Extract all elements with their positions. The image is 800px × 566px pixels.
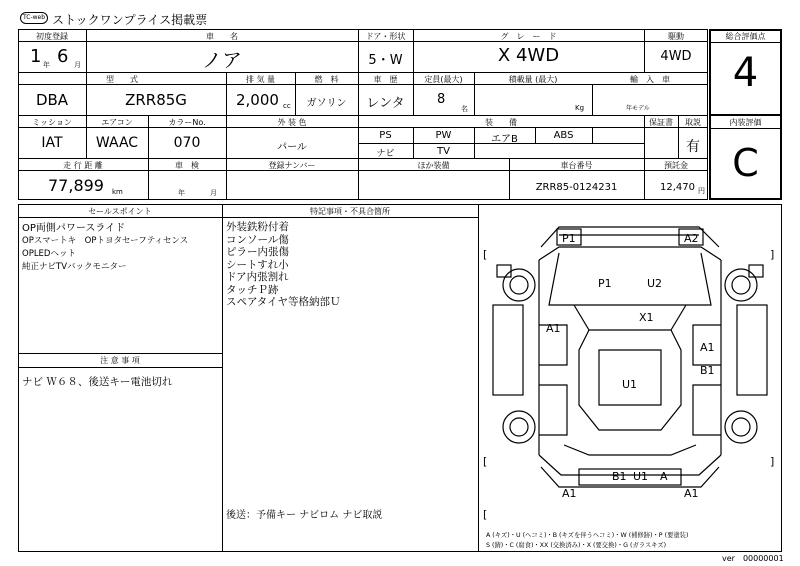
damage-mark: A: [660, 470, 668, 483]
exterior-color: パール: [277, 142, 307, 153]
damage-mark: A1: [684, 487, 699, 500]
damage-mark: P1: [562, 232, 576, 245]
warranty-label: 保証書: [649, 118, 673, 127]
sales-point-item: 純正ナビTVバックモニター: [22, 262, 127, 272]
color-no-label: カラーNo.: [168, 118, 206, 127]
sales-point-item: OPLEDヘット: [22, 249, 76, 259]
sales-point-item: OP両側パワースライド: [22, 223, 126, 234]
damage-mark: U1: [633, 470, 649, 483]
equip-ps: PS: [379, 130, 392, 141]
remark-item: コンソール傷: [226, 233, 289, 246]
type-prefix: DBA: [35, 91, 69, 109]
first-reg-year: 1: [30, 46, 42, 67]
equip-pw: PW: [435, 130, 452, 141]
exterior-color-label: 外 装 色: [277, 118, 307, 127]
diagram-legend-line1: A (キズ)・U (ヘコミ)・B (キズを伴うヘコミ)・W (補修跡)・P (要塗装): [486, 532, 689, 539]
equip-abs: ABS: [553, 130, 574, 141]
remarks-list: [226, 221, 341, 309]
first-reg-month: 6: [57, 46, 69, 67]
displacement-label: 排 気 量: [245, 75, 276, 84]
first-reg-month-unit: 月: [74, 61, 81, 69]
other-equipment-label: ほか装備: [417, 161, 450, 170]
sales-points-header: セールスポイント: [88, 207, 152, 216]
damage-mark: A2: [684, 232, 699, 245]
overall-rating-label: 総合評価点: [725, 32, 766, 41]
manual-label: 取説: [685, 118, 701, 127]
capacity-label: 定員(最大): [424, 75, 463, 84]
damage-mark: A1: [562, 487, 577, 500]
inspection-year-unit: 年: [178, 189, 185, 197]
fuel-label: 燃 料: [314, 75, 339, 84]
bracket-close: ]: [770, 455, 775, 468]
remarks-bottom: 後送：予備キー ナビロム ナビ取説: [226, 510, 383, 521]
first-reg-label: 初度登録: [36, 32, 68, 41]
inspection-month-unit: 月: [210, 189, 217, 197]
interior-rating-label: 内装評価: [729, 118, 762, 127]
bracket-close: ]: [770, 248, 775, 261]
door-shape-label: ドア・形状: [365, 32, 406, 41]
bracket-open: [: [483, 248, 488, 261]
damage-mark: A1: [700, 341, 715, 354]
import-label: 輸 入 車: [630, 75, 670, 84]
model-type: ZRR85G: [125, 91, 187, 109]
damage-mark: X1: [639, 311, 654, 324]
interior-rating: C: [732, 141, 759, 185]
color-no: 070: [173, 135, 201, 151]
aircon-label: エアコン: [101, 118, 133, 127]
damage-mark: B1: [612, 470, 627, 483]
grade: X 4WD: [497, 45, 560, 66]
sales-point-item: OPスマートキ OPトヨタセーフティセンス: [22, 236, 189, 246]
manual-value: 有: [686, 139, 700, 155]
name-label: 車 名: [206, 32, 238, 41]
version-label: ver 00000001: [722, 554, 784, 563]
load-unit: Kg: [575, 104, 585, 112]
remarks-header: 特記事項・不具合箇所: [310, 207, 390, 216]
recycle: 12,470: [660, 182, 695, 193]
equip-tv: TV: [437, 146, 450, 157]
equip-airbag: エアB: [491, 134, 518, 145]
page-title: ストックワンプライス掲載票: [52, 13, 208, 27]
fuel: ガソリン: [306, 98, 347, 109]
remark-item: ドア内張割れ: [226, 271, 289, 283]
reg-number-label: 登録ナンバー: [268, 161, 316, 170]
caution-header: 注 意 事 項: [100, 356, 140, 365]
damage-mark: P1: [598, 277, 612, 290]
history: レンタ: [366, 96, 405, 111]
damage-mark: U2: [647, 277, 663, 290]
damage-mark: B1: [700, 364, 715, 377]
bracket-open: [: [483, 455, 488, 468]
mileage: 77,899: [48, 176, 104, 195]
caution-item: ナビ Ｗ６８、後送キー電池切れ: [22, 376, 173, 388]
mission-label: ミッション: [32, 118, 72, 127]
diagram-legend-line2: S (錆)・C (腐食)・XX (交換済み)・X (要交換)・G (ガラスキズ): [486, 542, 667, 549]
recycle-unit: 円: [698, 187, 705, 195]
overall-rating: 4: [732, 50, 759, 96]
damage-mark: U1: [622, 378, 638, 391]
remark-item: シートすれ小: [226, 258, 289, 271]
capacity: 8: [437, 92, 446, 107]
remark-item: 外装鉄粉付着: [226, 221, 289, 233]
bracket-open: [: [483, 508, 488, 521]
recycle-label: 預託金: [664, 161, 688, 170]
grade-label: グ レ ー ド: [500, 32, 557, 41]
remark-item: スペアタイヤ等格納部Ｕ: [226, 296, 341, 308]
capacity-unit: 名: [461, 105, 468, 113]
door-shape: 5・W: [368, 53, 403, 68]
drive-label: 駆動: [668, 32, 684, 41]
displacement-unit: cc: [283, 102, 291, 110]
logo: TC-web: [20, 12, 48, 24]
car-name: ノア: [202, 48, 242, 72]
chassis-no: ZRR85-0124231: [535, 182, 618, 193]
inspection-label: 車 検: [175, 161, 199, 170]
remark-item: タッチＰ跡: [226, 283, 279, 296]
mission: IAT: [41, 135, 63, 151]
sales-points-list: [22, 222, 188, 274]
damage-mark: A1: [546, 322, 561, 335]
load-label: 積載量 (最大): [508, 75, 558, 84]
chassis-no-label: 車台番号: [560, 161, 593, 170]
first-reg-year-unit: 年: [43, 61, 50, 69]
remark-item: ピラー内張傷: [226, 246, 289, 258]
equipment-label: 装 備: [485, 118, 517, 127]
type-label: 型 式: [106, 75, 138, 84]
mileage-unit: km: [112, 188, 123, 196]
drive: 4WD: [660, 49, 692, 64]
history-label: 車 歴: [373, 75, 398, 84]
import-model: 年モデル: [626, 105, 650, 112]
aircon: WAAC: [95, 135, 139, 151]
mileage-label: 走 行 距 離: [63, 161, 103, 170]
equip-navi: ナビ: [376, 149, 395, 159]
displacement: 2,000: [236, 91, 279, 109]
